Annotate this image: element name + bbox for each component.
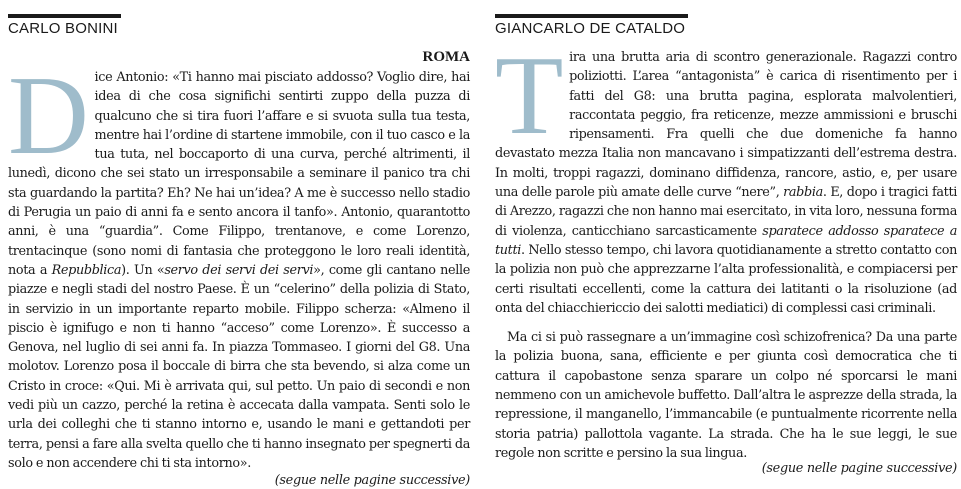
continuation-note: (segue nelle pagine successive)	[761, 461, 957, 477]
author-name: GIANCARLO DE CATALDO	[495, 20, 686, 37]
author-name: CARLO BONINI	[8, 20, 118, 37]
continuation-note: (segue nelle pagine successive)	[274, 473, 470, 489]
body-text: ). Un «	[121, 262, 165, 278]
article-body-paragraph-2: Ma ci si può rassegnare a un’immagine così schizofrenica? Da una parte la polizia buona, sana, efficiente e per giunta così democratica che ti cattura il capobastone senza sparare un colpo né sporcarsi le mani nemmeno con un amichevole buffetto. Dall’altra le asprezze della strada, la repressione, il manganello, l’immancabile (e puntualmente ricorrente nella storia patria) pallottola vagante. La strada. Che ha le sue leggi, le sue regole non scritte e persino la sua lingua.	[495, 330, 957, 461]
body-text-italic: rabbia	[783, 185, 823, 201]
body-text-italic: sparatece addosso sparatece a tutti	[495, 223, 958, 258]
left-article	[8, 14, 470, 489]
body-text-italic: Repubblica	[51, 262, 122, 278]
drop-cap: D	[8, 54, 89, 178]
body-text: ice Antonio: «Ti hanno mai pisciato addosso? Voglio dire, hai idea di che cosa significhi sentirti zuppo della puzza di qualcuno che si tira fuori l’affare e si svuota sulla tua testa, mentre hai l’ordine di startene immobile, con il tuo casco e la tua tuta, nel boccaporto di una curva, perché altrimenti, il lunedì, dicono che sei stato un irresponsabile a seminare il panico tra chi sta guardando la partita? Eh? Ne hai un’idea? A me è successo nello stadio di Perugia un paio di anni fa e sento ancora il tanfo». Antonio, quarantotto anni, è una “guardia”. Come Filippo, trentanove, e come Lorenzo, trentacinque (sono nomi di fantasia che proteggono le loro reali identità, nota a	[8, 70, 470, 278]
body-text: . Nello stesso tempo, chi lavora quotidianamente a stretto contatto con la polizia non può che apprezzarne l’alta professionalità, e compiacersi per certi risultati eccellenti, come la cattura dei latitanti o la risoluzione (ad onta del chiacchiericcio dei salotti mediatici) di complessi casi criminali.	[495, 242, 957, 316]
author-rule	[495, 14, 688, 18]
article-body	[495, 34, 958, 318]
body-text: ira una brutta aria di scontro generazionale. Ragazzi contro poliziotti. L’area “antagonista” è carica di risentimento per i fatti del G8: una brutta pagina, esplorata malvolentieri, raccontata peggio, fra reticenze, mezze ammissioni e bruschi ripensamenti. Fra quelli che due domeniche fa hanno devastato mezza Italia non mancavano i simpatizzanti dell’estrema destra. In molti, troppi ragazzi, dominano diffidenza, rancore, astio, e, per usare una delle parole più amate delle curve “nere”,	[495, 50, 957, 201]
body-text-italic: servo dei servi dei servi	[164, 262, 314, 278]
author-rule	[8, 14, 121, 18]
drop-cap: T	[495, 34, 564, 158]
body-text: », come gli cantano nelle piazze e negli stadi del nostro Paese. È un “celerino” della polizia di Stato, in servizio in un importante reparto mobile. Filippo scherza: «Almeno il piscio è ignifugo e non ti hanno “acceso” come Lorenzo». È successo a Genova, nel luglio di sei anni fa. In piazza Tommaseo. I giorni del G8. Una molotov. Lorenzo posa il boccale di birra che sta bevendo, si alza come un Cristo in croce: «Qui. Mi è arrivata qui, sul petto. Un paio di secondi e non vedi più un cazzo, perché la retina è accecata dalla vampata. Senti solo le urla dei colleghi che ti stanno intorno e, usando le mani e gettandoti per terra, pensi a fare alla svelta quello che ti hanno insegnato per spegnerti da solo e non accendere chi ti sta intorno».	[8, 262, 470, 471]
right-article	[495, 14, 957, 477]
body-text: . E, dopo i tragici fatti di Arezzo, ragazzi che non hanno mai esercitato, in vita loro, nessuna forma di violenza, canticchiano sarcasticamente	[495, 185, 957, 239]
dateline: ROMA	[422, 49, 470, 65]
